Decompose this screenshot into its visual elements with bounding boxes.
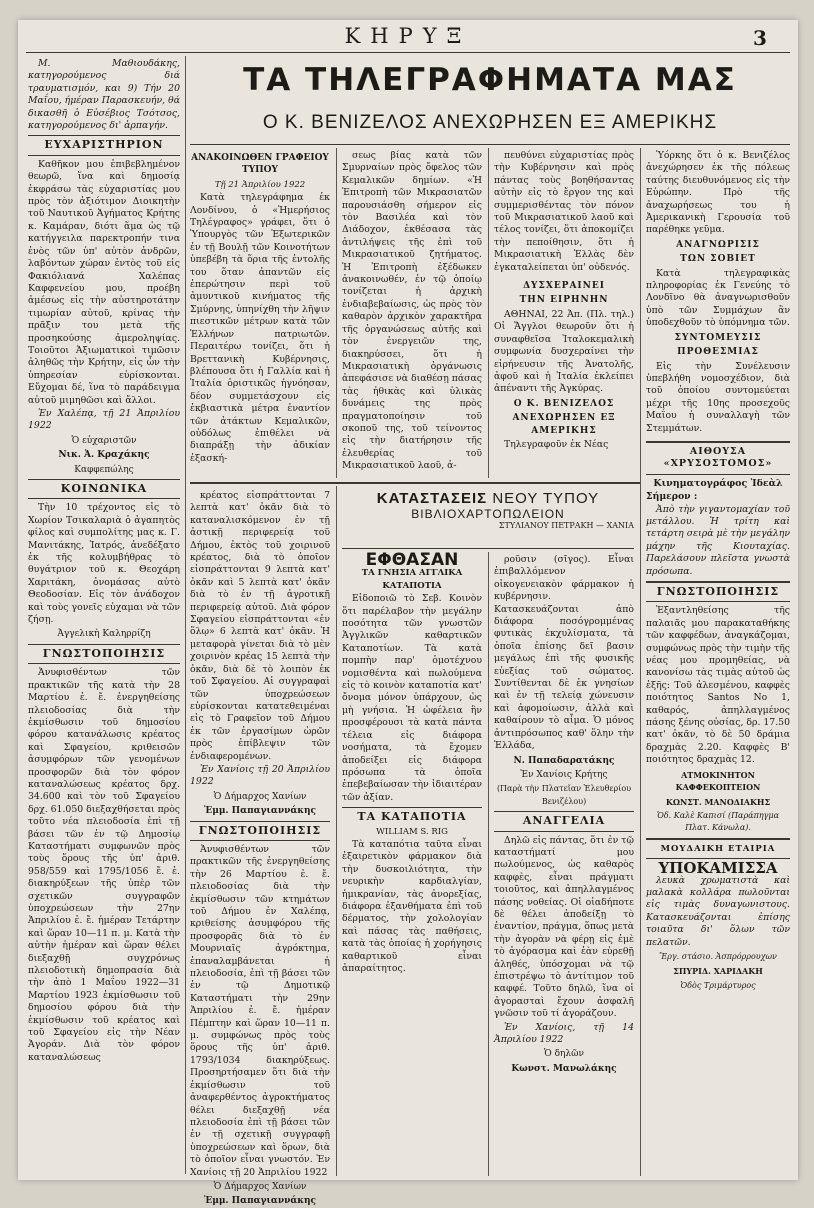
- lower-c4-sig2: Ἐν Χανίοις Κρήτης: [520, 769, 608, 780]
- news-head3: Ο Κ. ΒΕΝΙΖΕΛΟΣ: [513, 398, 615, 409]
- cinema-title: ΑΙΘΟΥΣΑ «ΧΡΥΣΟΣΤΟΜΟΣ»: [663, 445, 773, 470]
- coffee-notice-title: ΓΝΩΣΤΟΠΟΙΗΣΙΣ: [656, 585, 780, 598]
- thanks-sig2: Νικ. Ἀ. Κραχάκης: [58, 450, 150, 461]
- shirts-sig1: Ἔργ. στάσιο. Ἀσπρόρρουχων: [659, 951, 777, 961]
- c5-head1: ΑΝΑΓΝΩΡΙΣΙΣ: [676, 239, 760, 250]
- pills-text: Εἰδοποιῶ τὸ Σεβ. Κοινὸν ὅτι παρέλαβον τὴν μεγάλην ποσότητα τῶν γνωστῶν Ἀγγλικῶν καθαρτικῶν Καταποτίων. Τὰ κατὰ πομπὴν παρ' ὁμοτέχνου νομισθέντα καὶ πωλούμενα εἰς τὸ κοινὸν καταποτία κατ' ὄνομα μόνον ὑπάρχουν, ὡς μὴ γνήσια. Ἡ ὠφέλεια ἣν προσφέρουσι τὰ κατὰ πάντα τέλεια εἰς διάφορα νοσήματα, τὰ ἔχομεν ἀποδείξει εἰς διάφορα πρόσωπα τὰ ὁποῖα ἐπεβεβαίωσαν τὴν ἰδιαιτέραν τῶν ἀξίαν.: [342, 593, 482, 803]
- cinema-sub: Κινηματογράφος Ἰδεὰλ: [653, 477, 783, 489]
- lower-c4-sig3: (Παρὰ τὴν Πλατεῖαν Ἐλευθερίου Βενιζέλου): [496, 784, 632, 806]
- lower-c4-date: Ἐν Χανίοις, τῇ 14 Ἀπριλίου 1922: [494, 1021, 634, 1046]
- shirts-title: ΜΟΥΔΑΙΚΗ ΕΤΑΙΡΙΑ: [660, 843, 776, 854]
- bookstore-banner-4: ΣΤΥΛΙΑΝΟΥ ΠΕΤΡΑΚΗ — ΧΑΝΙΑ: [498, 521, 634, 530]
- bookstore-banner-1: ΚΑΤΑΣΤΑΣΕΙΣ: [376, 490, 488, 507]
- notice-title: ΓΝΩΣΤΟΠΟΙΗΣΙΣ: [42, 646, 166, 660]
- c5-text1: Ὑόρκης ὅτι ὁ κ. Βενιζέλος ἀνεχώρησεν ἐκ τῆς πόλεως ταύτης διευθυνόμενος εἰς τὴν Εὐρώπην. Πρὸ τῆς ἀναχωρήσεως του ἡ Ἀμερικανικὴ Γερουσία τοῦ παρέθηκε γεῦμα.: [646, 150, 790, 236]
- cinema-text: Ἀπὸ τὴν γιγαντομαχίαν τοῦ μετάλλου. Ἡ τρίτη καὶ τετάρτη σειρὰ μὲ τὴν μεγάλην μάχην τῆς Κιουταχίας. Παρελάσουν πλεῖστα γνωστὰ πρόσωπα.: [646, 503, 790, 577]
- social-title: ΚΟΙΝΩΝΙΚΑ: [60, 482, 148, 495]
- social-sig: Ἀγγελικὴ Καληρρίζη: [57, 629, 151, 640]
- thanks-title: ΕΥΧΑΡΙΣΤΗΡΙΟΝ: [44, 138, 164, 152]
- bookstore-banner-2: ΝΕΟΥ ΤΥΠΟΥ: [492, 490, 600, 507]
- coffee-sig3: Ὁδ. Καλὲ Καπισί (Παράπηγμα Πλατ. Κάνωλα).: [656, 810, 779, 833]
- lower-c2-notice-title: ΓΝΩΣΤΟΠΟΙΗΣΙΣ: [198, 823, 322, 837]
- lower-c4-text: ροῦσιν (σῖγος). Εἶναι ἐπιβαλλόμενον οἰκογενειακὸν φάρμακον ἡ κυβέρνησιν. Κατασκευάζονται ἀπὸ διάφορα ποσόγρομμένας φυτικὰς ἐκχυλίσματα, τὰ ὁποῖα ἐπίσης δεῖ βασιν μεγάλως ἐπὶ τῆς φυσικῆς εὐεξίας τοῦ σώματος. Συντίθενται δὲ ἐκ γνησίων καὶ ἐν τῇ τελείᾳ χώνευσιν καὶ ἀφομοίωσιν, ἀλλὰ καὶ καθαίρουν τὸ αἷμα. Ὁ μόνος ἀντιπρόσωπος καθ' ὅλην τὴν Ἑλλάδα,: [494, 554, 634, 752]
- lower-c4-sig1: Ν. Παπαδαρατάκης: [513, 755, 615, 766]
- thanks-sig1: Ὁ εὐχαριστῶν: [71, 435, 137, 446]
- lower-c4-head: ΑΝΑΓΓΕΛΙΑ: [522, 814, 606, 828]
- news-head4: ΑΝΕΧΩΡΗΣΕΝ ΕΞ ΑΜΕΡΙΚΗΣ: [512, 413, 616, 436]
- press-text: Κατὰ τηλεγράφημα ἐκ Λονδίνου, ὁ «Ἡμερήσιος Τηλέγραφος» γράφει, ὅτι ὁ Ὑπουργὸς τῶν Ἐξωτερικῶν ἐν τῇ Βουλῇ τῶν Κοινοτήτων ὑπεβέβη τὰ ὅρια τῆς ἐντολῆς του ὅταν ἀπαντῶν εἰς ἐπερώτησιν περὶ τοῦ ἀμυντικοῦ κινήματος τῆς Σμύρνης, ὑπηνίχθη τὴν λῆψιν πιεστικῶν μέτρων κατὰ τῶν Ἑλλήνων πατριωτῶν. Περαιτέρω τονίζει, ὅτι ἡ Βρεττανικὴ Κυβέρνησις, βλέπουσα ὅτι ἡ Γαλλία καὶ ἡ Ἰταλία ὁριστικῶς ἠγνόησαν, δέον συμμετάσχουν εἰς ἐκβιαστικὰ μέτρα ἐναντίον τῶν ἀτάκτων Κεμαλικῶν, οὐδόλως ἐπιθέλει νὰ διαπράξῃ τὴν ἀδικίαν ἐξασκή-: [190, 192, 330, 464]
- news-text3: Τηλεγραφοῦν ἐκ Νέας: [504, 438, 609, 450]
- pills-head2: ΤΑ ΓΝΗΣΙΑ ΑΓΓΛΙΚΑ ΚΑΤΑΠΟΤΙΑ: [361, 568, 463, 591]
- telegrams-banner: ΤΑ ΤΗΛΕΓΡΑΦΗΜΑΤΑ ΜΑΣ: [243, 62, 737, 98]
- lower-column-4: [494, 554, 634, 1176]
- press-column: [190, 150, 330, 476]
- news-text: πευθύνει εὐχαριστίας πρὸς τὴν Κυβέρνησιν καὶ πρὸς πάντας τοὺς βοηθήσαντας αὐτὴν εἰς τὸ ἔργον της καὶ συμμερισθέντας τὸν πόνον τοῦ Μικρασιατικοῦ λαοῦ καὶ τέλος τονίζει, ὅτι ἀποκομίζει τὴν πεποίθησιν, ὅτι ἡ Μικρασιατικὴ Ἑλλὰς δὲν ἐγκαταλείπεται ὑπ' οὐδενός.: [494, 150, 634, 273]
- notice-text: Ἀνυφισθέντων τῶν πρακτικῶν τῆς κατὰ τὴν 28 Μαρτίου ἐ. ἔ. ἐνεργηθείσης πλειοδοσίας διὰ τὴν ἐκμίσθωσιν τοῦ δημοσίου φόρου κατανάλωσις κρέατος καὶ Σφαγείου, κριθεισῶν ἀσυμφόρων τῶν γενομένων προσφορῶν διὰ τὸν φόρον καταναλώσεως κρέατος δρχ. 34.600 καὶ τὸν τοῦ Σφαγείου δρχ. 61.050 διεξαχθήσεται πρὸς τοῦτο νέα πλειοδοσία ἐπὶ τῇ βάσει τῶν ἐν τῷ Δημοσίῳ Καταστήματι συμφωνῶν πρὸς τοὺς ὅρους τῆς ὑπ' ἀριθ. 958/559 καὶ 1795/1056 ἔ. ἐ. διακηρύξεων τῆς ὑπὲρ τῶν σχετικῶν συγγραφῶν ὑποχρεώσεων τὴν 27ην Ἀπριλίου ἐ. ἔ. ἡμέραν Τετάρτην καὶ ὥραν 10—11 π. μ. Κατὰ τὴν αὐτὴν ἡμέραν καὶ ὥραν θέλει διεξαχθῇ συγχρόνως πλειοδοτικὴ δημοπρασία διὰ τὴν ἀπὸ 1 Μαΐου 1922—31 Μαρτίου 1923 ἐκμίσθωσιν τοῦ δημοσίου φόρου διὰ τὴν ἐκμίσθωσιν τοῦ κρέατος καὶ τοῦ Σφαγείου εἰς τὴν Νέαν Ἀγοράν. Διὰ τὸν φόρον καταναλώσεως: [28, 667, 180, 1063]
- lower-c2-notice-sig1: Ὁ Δήμαρχος Χανίων: [213, 1181, 307, 1192]
- pills-head4: WILLIAM S. RIG: [376, 826, 448, 837]
- thanks-sig3: Καφφεπώλης: [74, 464, 134, 475]
- news-head2: ΤΗΝ ΕΙΡΗΝΗΝ: [519, 295, 609, 306]
- press-title: ΑΝΑΚΟΙΝΩΘΕΝ ΓΡΑΦΕΙΟΥ ΤΥΠΟΥ: [191, 153, 329, 176]
- c5-head2: ΤΩΝ ΣΟΒΙΕΤ: [680, 254, 756, 265]
- shirts-sig2: ΣΠΥΡΙΔ. ΧΑΡΙΔΑΚΗ: [673, 966, 763, 977]
- lower-c2-sig2: Ἐμμ. Παπαγιαννάκης: [203, 806, 317, 817]
- thanks-text: Καθῆκον μου ἐπιβεβλημένον θεωρῶ, ἵνα καὶ δημοσίᾳ ἐκφράσω τὰς εὐχαριστίας μου πρὸς τὸν ἀξιότιμον Διοικητὴν τοῦ Ναυτικοῦ Ἀγήματος Κρήτης κ. Καμάραν, διότι ἅμα ὡς τῷ κατήγγειλα παρεκτροπήν τινα ἐνὸς τῶν ὑπ' αὐτὸν ἀνδρῶν, λαβόντων χώραν ἐντὸς τοῦ εἰς Φακιόλιανά Χαλέπας Καφφενείου μου, προέβη ἀμέσως εἰς τὴν αὐστηροτάτην τιμωρίαν αὐτοῦ, κρίνας τὴν πρᾶξιν του μετὰ τῆς προσηκούσης ἀμεροληψίας. Τοιοῦτοι Ἀξιωματικοὶ τιμῶσιν ἀληθῶς τὴν Κρήτην, εἰς ὧν τὴν ὑπηρεσίαν εὑρίσκονται. Εὔχομαι δέ, ἵνα τὸ παράδειγμα αὐτοῦ μιμηθῶσι καὶ ἄλλοι.: [28, 158, 180, 406]
- c5-head4: ΠΡΟΘΕΣΜΙΑΣ: [677, 347, 759, 358]
- pills-head3: ΤΑ ΚΑΤΑΠΟΤΙΑ: [357, 810, 467, 824]
- pills-text2: Τὰ καταπότια ταῦτα εἶναι ἐξαιρετικὸν φάρμακον διὰ τὴν δυσκοιλιότητα, τὴν νευρικὴν καρδιαλγίαν, ἡμικρανίαν, τὰς ἀνορεξίας, διάφορα ἐξανθήματα ἐπὶ τοῦ δέρματος, τὴν χολολογίαν καὶ πάσας τὰς παθήσεις, κατὰ τὰς ὁποίας ἡ χορήγησις καθαρτικοῦ εἶναι ἀπαραίτητος.: [342, 838, 482, 974]
- bookstore-banner: [342, 490, 634, 546]
- lower-column-3: [342, 550, 482, 1176]
- masthead: ΚΗΡΥΞ: [344, 24, 472, 48]
- telegrams-subhead: Ο Κ. ΒΕΝΙΖΕΛΟΣ ΑΝΕΧΩΡΗΣΕΝ ΕΞ ΑΜΕΡΙΚΗΣ: [262, 112, 718, 133]
- c5-head3: ΣΥΝΤΟΜΕΥΣΙΣ: [674, 332, 762, 343]
- lower-c2-notice-sig2: Ἐμμ. Παπαγιαννάκης: [203, 1196, 317, 1207]
- shirts-text: λευκὰ χρωματιστὰ καὶ μαλακὰ κολλάρα πωλοῦνται εἰς τιμὰς δυναγωνιστους. Κατασκευάζονται ἐπίσης τοιαῦτα δι' ὅλων τῶν πελατῶν.: [646, 874, 790, 948]
- lower-c2-date: Ἐν Χανίοις τῇ 20 Ἀπριλίου 1922: [190, 763, 330, 788]
- newspaper-page: [18, 20, 798, 1207]
- shirts-head: ΥΠΟΚΑΜΙΣΣΑ: [658, 859, 778, 878]
- coffee-notice-text: Ἐξαντληθείσης τῆς παλαιᾶς μου παρακαταθήκης τῶν καφφέδων, ἀναγκάζομαι, συμφώνως πρὸς τὴν τιμὴν τῆς νέας μου προμηθείας, νὰ κανονίσω τὰς τιμὰς αὐτοῦ ὡς ἑξῆς: Τοῦ ἀλεσμένου, καφφὲς ποιότητος Santos No 1, καθαρός, ἀπηλλαγμένος πάσης ξένης οὐσίας, δρ. 17.50 κατ' ὀκᾶν, τὸ δὲ 50 δράμια δραχμὰς 2.20. Καφφὲς Β' ποιότητος δραχμὰς 12.: [646, 605, 791, 766]
- column-1: [28, 58, 180, 1176]
- press-date: Τῇ 21 Ἀπριλίου 1922: [214, 179, 306, 190]
- news-text2: ΑΘΗΝΑΙ, 22 Ἀπ. (Πλ. τηλ.) Οἱ Ἄγγλοι θεωροῦν ὅτι ἡ συναφθεῖσα Ἰταλοκεμαλικὴ συμφωνία δυσχεραίνει τὴν εἰρήνευσιν τῆς Ἀνατολῆς, ἀφοῦ καὶ ἡ Ἰταλία ἐκλείπει ἀπέναντι τῆς Ἀγκύρας.: [494, 308, 634, 395]
- bookstore-banner-3: ΒΙΒΛΙΟΧΑΡΤΟΠΩΛΕΙΟΝ: [411, 507, 565, 521]
- c5-text2: Κατὰ τηλεγραφικὰς πληροφορίας ἐκ Γενεύης τὸ Λονδῖνο θὰ ἀναγνωρισθοῦν ὑπὸ τῶν Συμμάχων ἂν ὑποδεχθοῦν τὸ ὑπόμνημα τῶν.: [646, 267, 790, 329]
- lower-c4-sig5: Κωνστ. Μανωλάκης: [511, 1063, 617, 1074]
- social-text: Τὴν 10 τρέχοντος εἰς τὸ Χωρίον Τσικαλαριὰ ὁ ἀγαπητὸς φίλος καὶ συμπολίτης μας κ. Γ. Μανιτάκης, Ἰατρός, ἀνεδέξατο ἐκ τῆς κολυμβήθρας τὸ θυγάτριον τοῦ κ. Θεοχάρη Χαριτάκη, ὀνομάσας αὐτὸ Θεοδοσίαν. Εἰς τὸν ἀνάδοχον καὶ τοὺς γονεῖς εὐχαμαι νὰ τῶν ζήσῃ.: [28, 502, 180, 626]
- lower-c4-text2: Δηλῶ εἰς πάντας, ὅτι ἐν τῷ καταστήματί μου πωλούμενος, ὡς καθαρὸς καφφὲς, εἶναι πράγματι τοιοῦτος, καὶ ἀπηλλαγμένος πάσης νοθείας. Οἱ οἱαδήποτε δὲ θέλει ἀποδείξῃ τὸ ἐναντίον, πράγμα, ὅπως μετὰ τὴν ἀγορὰν νὰ φέρῃ εἰς ἐμὲ τὸ ἀγόρασμα καὶ ἐὰν εὑρεθῇ ἀληθές, ὑπόσχομαι νὰ τῷ ἐπιστρέψω τὸ ἀντίτιμον τοῦ καφφέ. Τοῦτο δηλῶ, ἵνα οἱ ἀγορασταὶ ἔχουν ἀσφαλῆ γνῶσιν τοῦ τί ἀγοράζουν.: [494, 834, 634, 1020]
- thanks-date: Ἐν Χαλέπᾳ, τῇ 21 Ἀπριλίου 1922: [28, 407, 180, 432]
- page-number: 3: [753, 26, 767, 50]
- intro-text: Μ. Μαθιουδάκης, κατηγορούμενος διά τραυματισμόν, και 9) Τήν 20 Μαΐου, ήμέραν Παρασκευήν, θά δικασθῆ ὁ Εὐσέβιος Τσότσος, κατηγορούμενος δι' ἁρπαγήν.: [28, 58, 180, 132]
- shirts-sig3: Ὁδὸς Τριμάρτυρος: [680, 980, 756, 990]
- lower-c2-sig1: Ὁ Δήμαρχος Χανίων: [213, 791, 307, 802]
- committee-column: [342, 150, 482, 476]
- news-head1: ΔΥΣΧΕΡΑΙΝΕΙ: [523, 281, 605, 292]
- pills-head1: ΕΦΘΑΣΑΝ: [365, 550, 459, 570]
- coffee-sig1: ΑΤΜΟΚΙΝΗΤΟΝ ΚΑΦΦΕΚΟΠΤΕΙΟΝ: [675, 769, 761, 793]
- c5-text3: Εἰς τὴν Συνέλευσιν ὑπεβλήθη νομοσχέδιον, διὰ τοῦ ὁποίου συντομεύεται μέχρι τῆς 10ης προσεχοῦς Μαΐου ἡ συναλλαγὴ τῶν Στεμμάτων.: [646, 360, 790, 434]
- coffee-sig2: ΚΩΝΣΤ. ΜΑΝΟΔΙΑΚΗΣ: [665, 796, 771, 807]
- lower-c2-notice-text: Ἀνυφισθέντων τῶν πρακτικῶν τῆς ἐνεργηθείσης τὴν 26 Μαρτίου ἐ. ἔ. πλειοδοσίας διὰ τὴν ἐκμίσθωσιν τῶν κτημάτων τοῦ Δήμου ἐν Χαλέπᾳ, κριθείσης ἀσυμφόρου τῆς προσφορᾶς διὰ τὸ ἐν Μουρνιαῖς ἀγρόκτημα, ἐπαναλαμβάνεται ἡ πλειοδοσία, ἐπὶ τῇ βάσει τῶν ἐν τῷ Δημοτικῷ Καταστήματι τὴν 29ην Ἀπριλίου ἐ. ἔ. ἡμέραν Πέμπτην καὶ ὥραν 10—11 π. μ. συμφώνως πρὸς τοὺς ὅρους τῆς ὑπ' ἀριθ. 1793/1034 διακηρύξεως. Προσηρτήσαμεν ὅτι διὰ τὴν ἐκμίσθωσιν τοῦ ἀναφερθέντος ἀγροκτήματος θέλει διεξαχθῇ νέα πλειοδοσία ἐπὶ τῇ βάσει τῶν ἐν τῇ σχετικῇ συγγραφῇ ὑποχρεώσεων καὶ ὅρων, διὰ τὸ ὁποῖον εἶναι γνωστόν. Ἐν Χανίοις τῇ 20 Ἀπριλίου 1922: [190, 843, 330, 1178]
- lower-c2-text: κρέατος εἰσπράττονται 7 λεπτὰ κατ' ὀκᾶν διὰ τὸ καταναλισκόμενον ἐν τῇ ἀστικῇ περιφερείᾳ τοῦ Δήμου, ἐκτὸς τοῦ χοιρινοῦ κρέατος, διὰ τὸ ὁποῖον εἰσπράττονται 9 λεπτὰ κατ' ὀκᾶν καὶ 5 λεπτὰ κατ' ὀκᾶν διὰ τὸ ἐν τῇ ἀγροτικῇ περιφερείᾳ αὐτοῦ. Διὰ φόρον Σφαγείου εἰσπράττονται «ἐν ὅλῳ» 6 λεπτὰ κατ' ὀκᾶν. Ἡ μεταφορὰ γίνεται διὰ τὸ μὲν χοιρινὸν κρέας 15 λεπτὰ τὴν ὀκᾶν, διὰ δὲ τὸ λοιπὸν ἐκ τοῦ Σφαγείου. Αἱ συγγραφαὶ τῶν ὑποχρεώσεων εὑρίσκονται κατατεθειμέναι εἰς τὸ Γραφεῖον τοῦ Δήμου ἐκ τῶν ἐργασίμων ὡρῶν πρὸς ἐπίβλεψιν τῶν ἐνδιαφερομένων.: [190, 490, 330, 762]
- committee-text: σεως βίας κατὰ τῶν Σμυρναίων πρὸς ὄφελος τῶν Κεμαλικῶν δημίων. «Ἡ Ἐπιτροπὴ τῶν Μικρασιατῶν παρουσιάσθη σήμερον εἰς τὸν Βασιλέα καὶ τὸν Διάδοχον, ἐκθέσασα τὰς ἀντιλήψεις τῆς ἐπὶ τοῦ Μικρασιατικοῦ ζητήματος. Ἡ Ἐπιτροπὴ ἐξέδωκεν ἀνακοινωθέν, ἐν τῷ ὁποίῳ τονίζεται ἡ ἀρχικὴ ἐνδιαβεβαίωσις, ὡς πρὸς τὸν καθαρὸν ἀρχικὸν χαρακτῆρα τῆς ὀργανώσεως αὐτῆς καὶ τὸν ἐνεργειῶν της, διακηρύσσει, ὅτι ἡ Μικρασιατικὴ ὀργάνωσις ἀπεφάσισε νὰ διαθέσῃ πάσας τὰς ἠθικὰς καὶ ὑλικὰς δυνάμεις της πρὸς πραγματοποίησιν τοῦ σκοποῦ της, τοῦ τείνοντος εἰς τὴν διατήρησιν τῆς ἐλευθερίας τοῦ Μικρασιατικοῦ λαοῦ, ἀ-: [342, 150, 483, 472]
- lower-c4-sig4: Ὁ δηλῶν: [544, 1049, 584, 1060]
- news-column: [494, 150, 634, 476]
- column-5: [646, 150, 790, 1176]
- lower-column-2: [190, 490, 330, 1207]
- cinema-today: Σήμερον :: [646, 491, 698, 503]
